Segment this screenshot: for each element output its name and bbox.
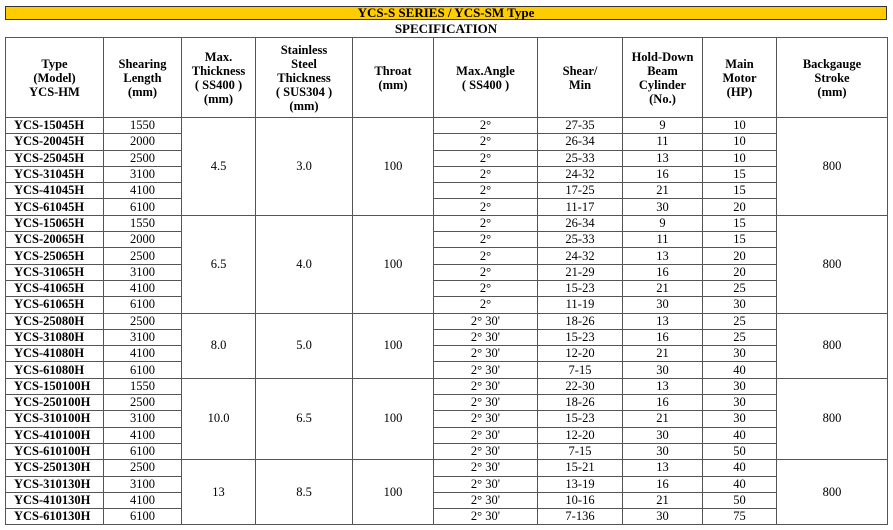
table-row bbox=[6, 150, 888, 166]
table-row bbox=[6, 264, 888, 280]
table-row bbox=[6, 183, 888, 199]
model-cell: YCS-25045H bbox=[6, 150, 104, 166]
motor-cell: 30 bbox=[703, 346, 777, 362]
model-cell: YCS-20045H bbox=[6, 134, 104, 150]
length-cell: 4100 bbox=[104, 492, 182, 508]
series-title: YCS-S SERIES / YCS-SM Type bbox=[5, 6, 887, 20]
motor-cell: 40 bbox=[703, 460, 777, 476]
angle-cell: 2° bbox=[434, 232, 538, 248]
max-thickness-cell: 8.0 bbox=[182, 313, 256, 378]
shear-cell: 15-21 bbox=[538, 460, 623, 476]
shear-cell: 7-136 bbox=[538, 509, 623, 525]
length-cell: 6100 bbox=[104, 362, 182, 378]
angle-cell: 2° bbox=[434, 264, 538, 280]
header-line: Stainless bbox=[280, 42, 328, 57]
length-cell: 6100 bbox=[104, 443, 182, 459]
col-motor-header bbox=[703, 38, 777, 118]
angle-cell: 2° 30' bbox=[434, 411, 538, 427]
motor-cell: 10 bbox=[703, 118, 777, 134]
shear-cell: 15-23 bbox=[538, 280, 623, 296]
shear-cell: 22-30 bbox=[538, 378, 623, 394]
header-line: ( SS400 ) bbox=[461, 77, 510, 92]
angle-cell: 2° 30' bbox=[434, 476, 538, 492]
motor-cell: 15 bbox=[703, 232, 777, 248]
shear-cell: 7-15 bbox=[538, 362, 623, 378]
header-line: (mm) bbox=[817, 84, 847, 99]
length-cell: 2500 bbox=[104, 460, 182, 476]
model-cell: YCS-610100H bbox=[6, 443, 104, 459]
motor-cell: 30 bbox=[703, 378, 777, 394]
throat-cell: 100 bbox=[353, 460, 434, 525]
table-row bbox=[6, 492, 888, 508]
angle-cell: 2° 30' bbox=[434, 362, 538, 378]
length-cell: 2500 bbox=[104, 248, 182, 264]
header-line: YCS-HM bbox=[29, 84, 80, 99]
table-row bbox=[6, 134, 888, 150]
model-cell: YCS-31065H bbox=[6, 264, 104, 280]
backgauge-cell: 800 bbox=[777, 215, 888, 313]
length-cell: 3100 bbox=[104, 476, 182, 492]
shear-cell: 21-29 bbox=[538, 264, 623, 280]
angle-cell: 2° 30' bbox=[434, 329, 538, 345]
table-row bbox=[6, 199, 888, 215]
cylinder-cell: 16 bbox=[623, 329, 703, 345]
cylinder-cell: 16 bbox=[623, 166, 703, 182]
header-line: Cylinder bbox=[638, 77, 687, 92]
table-row bbox=[6, 395, 888, 411]
model-cell: YCS-15045H bbox=[6, 118, 104, 134]
model-cell: YCS-410130H bbox=[6, 492, 104, 508]
shear-cell: 11-17 bbox=[538, 199, 623, 215]
motor-cell: 40 bbox=[703, 362, 777, 378]
shear-cell: 27-35 bbox=[538, 118, 623, 134]
header-line: Stroke bbox=[814, 70, 850, 85]
motor-cell: 10 bbox=[703, 134, 777, 150]
angle-cell: 2° 30' bbox=[434, 509, 538, 525]
model-cell: YCS-31045H bbox=[6, 166, 104, 182]
header-line: Shear/ bbox=[562, 63, 598, 78]
length-cell: 3100 bbox=[104, 411, 182, 427]
col-length-header bbox=[104, 38, 182, 118]
length-cell: 3100 bbox=[104, 166, 182, 182]
cylinder-cell: 13 bbox=[623, 150, 703, 166]
length-cell: 6100 bbox=[104, 199, 182, 215]
model-cell: YCS-61065H bbox=[6, 297, 104, 313]
motor-cell: 50 bbox=[703, 443, 777, 459]
length-cell: 4100 bbox=[104, 346, 182, 362]
model-cell: YCS-250100H bbox=[6, 395, 104, 411]
shear-cell: 26-34 bbox=[538, 134, 623, 150]
cylinder-cell: 16 bbox=[623, 395, 703, 411]
header-line: Shearing bbox=[118, 56, 167, 71]
table-row bbox=[6, 232, 888, 248]
length-cell: 1550 bbox=[104, 118, 182, 134]
motor-cell: 30 bbox=[703, 297, 777, 313]
specification-heading: SPECIFICATION bbox=[394, 21, 498, 36]
length-cell: 1550 bbox=[104, 215, 182, 231]
header-line: ( SS400 ) bbox=[194, 77, 243, 92]
col-stainless-header bbox=[256, 38, 353, 118]
header-line: ( SUS304 ) bbox=[275, 84, 333, 99]
angle-cell: 2° bbox=[434, 280, 538, 296]
backgauge-cell: 800 bbox=[777, 460, 888, 525]
header-row bbox=[6, 38, 888, 118]
model-cell: YCS-31080H bbox=[6, 329, 104, 345]
cylinder-cell: 30 bbox=[623, 443, 703, 459]
cylinder-cell: 16 bbox=[623, 476, 703, 492]
angle-cell: 2° 30' bbox=[434, 346, 538, 362]
shear-cell: 18-26 bbox=[538, 395, 623, 411]
cylinder-cell: 21 bbox=[623, 280, 703, 296]
shear-cell: 12-20 bbox=[538, 346, 623, 362]
cylinder-cell: 9 bbox=[623, 215, 703, 231]
header-line: (mm) bbox=[378, 77, 408, 92]
motor-cell: 10 bbox=[703, 150, 777, 166]
angle-cell: 2° bbox=[434, 118, 538, 134]
angle-cell: 2° bbox=[434, 166, 538, 182]
cylinder-cell: 30 bbox=[623, 509, 703, 525]
length-cell: 2500 bbox=[104, 313, 182, 329]
stainless-thickness-cell: 8.5 bbox=[256, 460, 353, 525]
length-cell: 4100 bbox=[104, 427, 182, 443]
shear-cell: 12-20 bbox=[538, 427, 623, 443]
header-line: Max. bbox=[204, 49, 233, 64]
motor-cell: 75 bbox=[703, 509, 777, 525]
angle-cell: 2° bbox=[434, 248, 538, 264]
shear-cell: 15-23 bbox=[538, 411, 623, 427]
stainless-thickness-cell: 4.0 bbox=[256, 215, 353, 313]
angle-cell: 2° 30' bbox=[434, 443, 538, 459]
table-row bbox=[6, 280, 888, 296]
motor-cell: 20 bbox=[703, 199, 777, 215]
angle-cell: 2° 30' bbox=[434, 395, 538, 411]
header-line: (mm) bbox=[289, 98, 319, 113]
model-cell: YCS-61080H bbox=[6, 362, 104, 378]
angle-cell: 2° bbox=[434, 297, 538, 313]
table-row bbox=[6, 248, 888, 264]
header-line: Hold-Down bbox=[631, 49, 694, 64]
model-cell: YCS-310100H bbox=[6, 411, 104, 427]
header-line: Backgauge bbox=[802, 56, 862, 71]
max-thickness-cell: 13 bbox=[182, 460, 256, 525]
max-thickness-cell: 6.5 bbox=[182, 215, 256, 313]
cylinder-cell: 21 bbox=[623, 346, 703, 362]
length-cell: 2500 bbox=[104, 395, 182, 411]
angle-cell: 2° 30' bbox=[434, 427, 538, 443]
table-row bbox=[6, 362, 888, 378]
shear-cell: 18-26 bbox=[538, 313, 623, 329]
table-row bbox=[6, 476, 888, 492]
motor-cell: 25 bbox=[703, 280, 777, 296]
angle-cell: 2° bbox=[434, 199, 538, 215]
motor-cell: 30 bbox=[703, 411, 777, 427]
header-line: Steel bbox=[291, 56, 317, 71]
cylinder-cell: 21 bbox=[623, 411, 703, 427]
header-line: (HP) bbox=[726, 84, 753, 99]
header-line: Main bbox=[725, 56, 754, 71]
motor-cell: 15 bbox=[703, 183, 777, 199]
table-row bbox=[6, 378, 888, 394]
throat-cell: 100 bbox=[353, 378, 434, 459]
angle-cell: 2° bbox=[434, 215, 538, 231]
table-row bbox=[6, 166, 888, 182]
header-line: Motor bbox=[722, 70, 757, 85]
motor-cell: 50 bbox=[703, 492, 777, 508]
header-line: (No.) bbox=[649, 91, 676, 106]
motor-cell: 15 bbox=[703, 166, 777, 182]
length-cell: 4100 bbox=[104, 183, 182, 199]
cylinder-cell: 9 bbox=[623, 118, 703, 134]
cylinder-cell: 13 bbox=[623, 313, 703, 329]
angle-cell: 2° bbox=[434, 134, 538, 150]
motor-cell: 40 bbox=[703, 427, 777, 443]
cylinder-cell: 21 bbox=[623, 492, 703, 508]
header-line: Max.Angle bbox=[456, 63, 515, 78]
model-cell: YCS-61045H bbox=[6, 199, 104, 215]
max-thickness-cell: 4.5 bbox=[182, 118, 256, 216]
motor-cell: 25 bbox=[703, 329, 777, 345]
model-cell: YCS-20065H bbox=[6, 232, 104, 248]
angle-cell: 2° 30' bbox=[434, 378, 538, 394]
model-cell: YCS-610130H bbox=[6, 509, 104, 525]
cylinder-cell: 11 bbox=[623, 134, 703, 150]
shear-cell: 11-19 bbox=[538, 297, 623, 313]
model-cell: YCS-41045H bbox=[6, 183, 104, 199]
cylinder-cell: 13 bbox=[623, 378, 703, 394]
model-cell: YCS-41065H bbox=[6, 280, 104, 296]
model-cell: YCS-310130H bbox=[6, 476, 104, 492]
header-line: Min bbox=[568, 77, 592, 92]
header-line: Thickness bbox=[191, 63, 246, 78]
shear-cell: 25-33 bbox=[538, 232, 623, 248]
table-row bbox=[6, 297, 888, 313]
col-angle-header bbox=[434, 38, 538, 118]
shear-cell: 15-23 bbox=[538, 329, 623, 345]
table-row bbox=[6, 411, 888, 427]
throat-cell: 100 bbox=[353, 118, 434, 216]
angle-cell: 2° bbox=[434, 183, 538, 199]
cylinder-cell: 13 bbox=[623, 248, 703, 264]
model-cell: YCS-150100H bbox=[6, 378, 104, 394]
col-shear-header bbox=[538, 38, 623, 118]
stainless-thickness-cell: 6.5 bbox=[256, 378, 353, 459]
motor-cell: 20 bbox=[703, 248, 777, 264]
table-row bbox=[6, 427, 888, 443]
shear-cell: 26-34 bbox=[538, 215, 623, 231]
shear-cell: 10-16 bbox=[538, 492, 623, 508]
cylinder-cell: 13 bbox=[623, 460, 703, 476]
motor-cell: 15 bbox=[703, 215, 777, 231]
stainless-thickness-cell: 3.0 bbox=[256, 118, 353, 216]
shear-cell: 24-32 bbox=[538, 166, 623, 182]
backgauge-cell: 800 bbox=[777, 118, 888, 216]
cylinder-cell: 30 bbox=[623, 199, 703, 215]
table-row bbox=[6, 346, 888, 362]
angle-cell: 2° 30' bbox=[434, 460, 538, 476]
shear-cell: 24-32 bbox=[538, 248, 623, 264]
header-line: (Model) bbox=[33, 70, 76, 85]
length-cell: 2500 bbox=[104, 150, 182, 166]
specification-table bbox=[5, 37, 888, 525]
max-thickness-cell: 10.0 bbox=[182, 378, 256, 459]
cylinder-cell: 21 bbox=[623, 183, 703, 199]
header-line: Thickness bbox=[277, 70, 331, 85]
shear-cell: 25-33 bbox=[538, 150, 623, 166]
header-line: Type bbox=[41, 56, 68, 71]
table-row bbox=[6, 509, 888, 525]
motor-cell: 30 bbox=[703, 395, 777, 411]
angle-cell: 2° 30' bbox=[434, 313, 538, 329]
shear-cell: 17-25 bbox=[538, 183, 623, 199]
length-cell: 2000 bbox=[104, 134, 182, 150]
header-line: Length bbox=[123, 70, 162, 85]
length-cell: 3100 bbox=[104, 329, 182, 345]
table-row bbox=[6, 215, 888, 231]
col-type-header bbox=[6, 38, 104, 118]
table-row bbox=[6, 460, 888, 476]
model-cell: YCS-25080H bbox=[6, 313, 104, 329]
throat-cell: 100 bbox=[353, 215, 434, 313]
motor-cell: 40 bbox=[703, 476, 777, 492]
header-line: (mm) bbox=[127, 84, 158, 99]
angle-cell: 2° 30' bbox=[434, 492, 538, 508]
col-max-thickness-header bbox=[182, 38, 256, 118]
header-line: Beam bbox=[647, 63, 678, 78]
angle-cell: 2° bbox=[434, 150, 538, 166]
length-cell: 3100 bbox=[104, 264, 182, 280]
cylinder-cell: 30 bbox=[623, 427, 703, 443]
model-cell: YCS-15065H bbox=[6, 215, 104, 231]
motor-cell: 25 bbox=[703, 313, 777, 329]
model-cell: YCS-41080H bbox=[6, 346, 104, 362]
cylinder-cell: 30 bbox=[623, 297, 703, 313]
table-row bbox=[6, 313, 888, 329]
shear-cell: 7-15 bbox=[538, 443, 623, 459]
backgauge-cell: 800 bbox=[777, 378, 888, 459]
shear-cell: 13-19 bbox=[538, 476, 623, 492]
cylinder-cell: 16 bbox=[623, 264, 703, 280]
table-row bbox=[6, 118, 888, 134]
length-cell: 1550 bbox=[104, 378, 182, 394]
header-line: Throat bbox=[374, 63, 412, 78]
col-backgauge-header bbox=[777, 38, 888, 118]
length-cell: 4100 bbox=[104, 280, 182, 296]
table-row bbox=[6, 329, 888, 345]
length-cell: 6100 bbox=[104, 509, 182, 525]
backgauge-cell: 800 bbox=[777, 313, 888, 378]
model-cell: YCS-25065H bbox=[6, 248, 104, 264]
cylinder-cell: 11 bbox=[623, 232, 703, 248]
model-cell: YCS-250130H bbox=[6, 460, 104, 476]
throat-cell: 100 bbox=[353, 313, 434, 378]
cylinder-cell: 30 bbox=[623, 362, 703, 378]
model-cell: YCS-410100H bbox=[6, 427, 104, 443]
length-cell: 6100 bbox=[104, 297, 182, 313]
stainless-thickness-cell: 5.0 bbox=[256, 313, 353, 378]
header-line: (mm) bbox=[203, 91, 234, 106]
length-cell: 2000 bbox=[104, 232, 182, 248]
col-throat-header bbox=[353, 38, 434, 118]
motor-cell: 20 bbox=[703, 264, 777, 280]
col-cylinder-header bbox=[623, 38, 703, 118]
table-body bbox=[6, 118, 888, 525]
table-row bbox=[6, 443, 888, 459]
